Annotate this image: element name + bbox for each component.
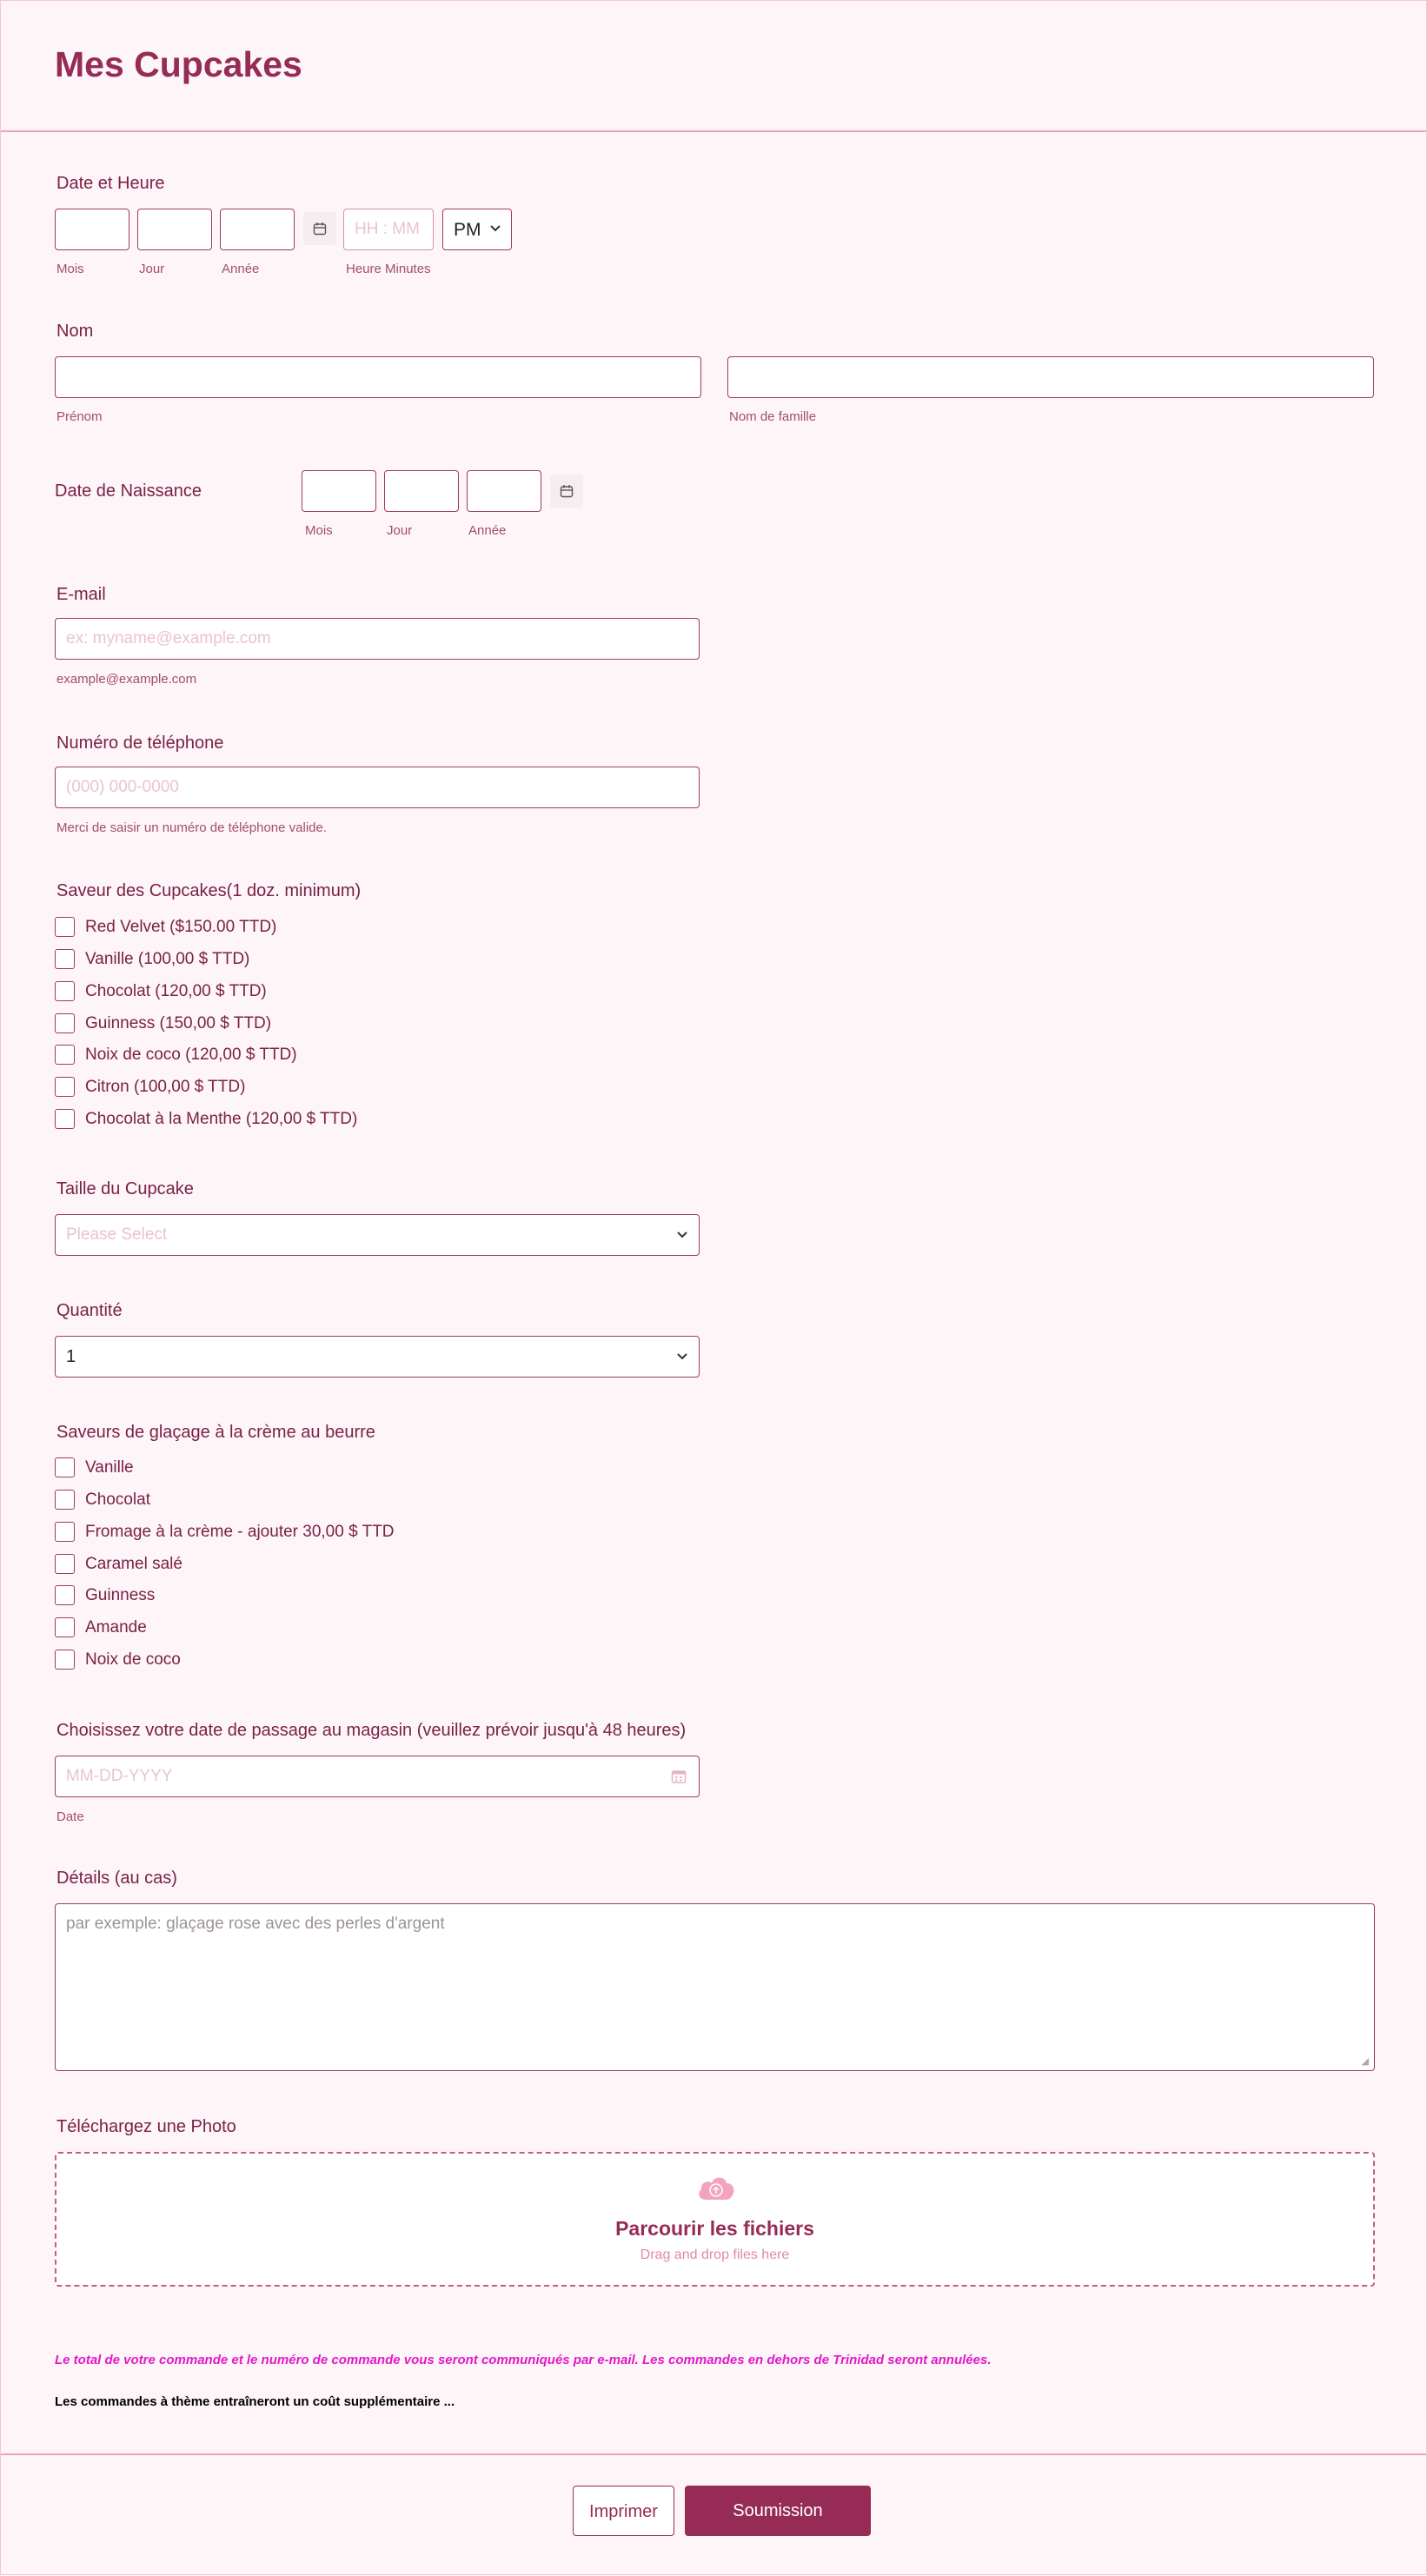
quantity-value: 1 — [66, 1347, 76, 1366]
calendar-icon[interactable] — [671, 1769, 687, 1784]
phone-input[interactable] — [55, 767, 700, 808]
frosting-option[interactable]: Guinness — [85, 1586, 156, 1604]
frosting-option[interactable]: Vanille — [85, 1458, 134, 1477]
flavor-option[interactable]: Vanille (100,00 $ TTD) — [85, 950, 250, 968]
frosting-checkbox[interactable] — [55, 1554, 75, 1574]
phone-label: Numéro de téléphone — [56, 734, 224, 753]
time-input[interactable] — [343, 209, 434, 250]
upload-dropzone[interactable] — [55, 2152, 1375, 2287]
upload-label: Téléchargez une Photo — [56, 2117, 236, 2136]
calendar-icon[interactable] — [550, 475, 583, 508]
frosting-checkbox[interactable] — [55, 1490, 75, 1510]
birth-month-input[interactable] — [302, 470, 376, 512]
birth-year-input[interactable] — [467, 470, 541, 512]
datetime-label: Date et Heure — [56, 174, 165, 193]
last-name-input[interactable] — [727, 356, 1374, 398]
flavor-checkbox[interactable] — [55, 917, 75, 937]
flavor-checkbox[interactable] — [55, 1109, 75, 1129]
last-name-sub: Nom de famille — [729, 409, 817, 424]
pickup-date-input[interactable] — [55, 1756, 700, 1797]
chevron-down-icon — [676, 1352, 688, 1361]
details-label: Détails (au cas) — [56, 1869, 177, 1888]
print-button[interactable]: Imprimer — [573, 2486, 674, 2536]
flavor-option[interactable]: Red Velvet ($150.00 TTD) — [85, 918, 277, 936]
name-label: Nom — [56, 322, 94, 341]
flavors-label: Saveur des Cupcakes(1 doz. minimum) — [56, 881, 362, 900]
size-label: Taille du Cupcake — [56, 1179, 194, 1198]
size-placeholder: Please Select — [66, 1225, 168, 1244]
email-label: E-mail — [56, 585, 106, 604]
frosting-checkbox[interactable] — [55, 1617, 75, 1637]
time-sub: Heure Minutes — [346, 262, 431, 276]
birth-day-sub: Jour — [387, 523, 413, 538]
flavor-checkbox[interactable] — [55, 1013, 75, 1033]
ampm-value: PM — [454, 220, 481, 240]
ampm-select[interactable] — [442, 209, 512, 250]
birth-month-sub: Mois — [305, 523, 333, 538]
flavor-option[interactable]: Chocolat à la Menthe (120,00 $ TTD) — [85, 1110, 358, 1128]
frosting-option[interactable]: Amande — [85, 1618, 147, 1637]
flavor-option[interactable]: Noix de coco (120,00 $ TTD) — [85, 1046, 297, 1064]
theme-note: Les commandes à thème entraîneront un coût supplémentaire ... — [55, 2394, 455, 2409]
calendar-icon[interactable] — [303, 212, 336, 245]
birth-label: Date de Naissance — [55, 481, 202, 501]
chevron-down-icon — [489, 224, 501, 233]
first-name-sub: Prénom — [56, 409, 103, 424]
flavor-option[interactable]: Guinness (150,00 $ TTD) — [85, 1014, 272, 1032]
browse-files-link[interactable]: Parcourir les fichiers — [615, 2217, 814, 2240]
flavor-option[interactable]: Chocolat (120,00 $ TTD) — [85, 982, 267, 1000]
frosting-option[interactable]: Noix de coco — [85, 1650, 181, 1669]
datetime-year-input[interactable] — [220, 209, 295, 250]
frosting-option[interactable]: Caramel salé — [85, 1555, 183, 1573]
frosting-label: Saveurs de glaçage à la crème au beurre — [56, 1423, 375, 1442]
submit-button[interactable]: Soumission — [685, 2486, 871, 2536]
chevron-down-icon — [676, 1231, 688, 1239]
order-note: Le total de votre commande et le numéro de commande vous seront communiqués par e-mail. Les commandes en dehors de Trinidad seront annulées. — [55, 2353, 992, 2367]
email-sub: example@example.com — [56, 672, 197, 687]
flavor-option[interactable]: Citron (100,00 $ TTD) — [85, 1078, 246, 1096]
frosting-checkbox[interactable] — [55, 1522, 75, 1542]
frosting-option[interactable]: Fromage à la crème - ajouter 30,00 $ TTD — [85, 1523, 395, 1541]
frosting-checkbox[interactable] — [55, 1457, 75, 1477]
datetime-day-sub: Jour — [139, 262, 165, 276]
details-placeholder: par exemple: glaçage rose avec des perles d'argent — [66, 1915, 445, 1933]
datetime-month-sub: Mois — [56, 262, 84, 276]
quantity-select[interactable] — [55, 1336, 700, 1378]
time-placeholder: HH : MM — [355, 220, 420, 238]
birth-year-sub: Année — [468, 523, 507, 538]
first-name-input[interactable] — [55, 356, 701, 398]
drag-drop-hint: Drag and drop files here — [640, 2247, 790, 2262]
flavor-checkbox[interactable] — [55, 1045, 75, 1065]
pickup-sub: Date — [56, 1809, 84, 1824]
datetime-year-sub: Année — [222, 262, 260, 276]
phone-placeholder: (000) 000-0000 — [66, 778, 179, 796]
details-textarea[interactable] — [55, 1903, 1375, 2071]
datetime-month-input[interactable] — [55, 209, 129, 250]
flavor-checkbox[interactable] — [55, 1077, 75, 1097]
quantity-label: Quantité — [56, 1301, 123, 1320]
upload-cloud-icon — [696, 2174, 736, 2201]
birth-day-input[interactable] — [384, 470, 459, 512]
phone-sub: Merci de saisir un numéro de téléphone valide. — [56, 820, 328, 835]
frosting-checkbox[interactable] — [55, 1650, 75, 1670]
size-select[interactable] — [55, 1214, 700, 1256]
email-placeholder: ex: myname@example.com — [66, 629, 271, 647]
datetime-day-input[interactable] — [137, 209, 212, 250]
frosting-checkbox[interactable] — [55, 1585, 75, 1605]
pickup-placeholder: MM-DD-YYYY — [66, 1767, 173, 1785]
pickup-label: Choisissez votre date de passage au magasin (veuillez prévoir jusqu'à 48 heures) — [56, 1721, 687, 1740]
flavor-checkbox[interactable] — [55, 949, 75, 969]
flavor-checkbox[interactable] — [55, 981, 75, 1001]
frosting-option[interactable]: Chocolat — [85, 1490, 150, 1509]
form-title: Mes Cupcakes — [55, 44, 302, 84]
form-header — [1, 1, 1426, 132]
email-input[interactable] — [55, 618, 700, 660]
resize-handle-icon[interactable]: ◢ — [1361, 2056, 1369, 2067]
